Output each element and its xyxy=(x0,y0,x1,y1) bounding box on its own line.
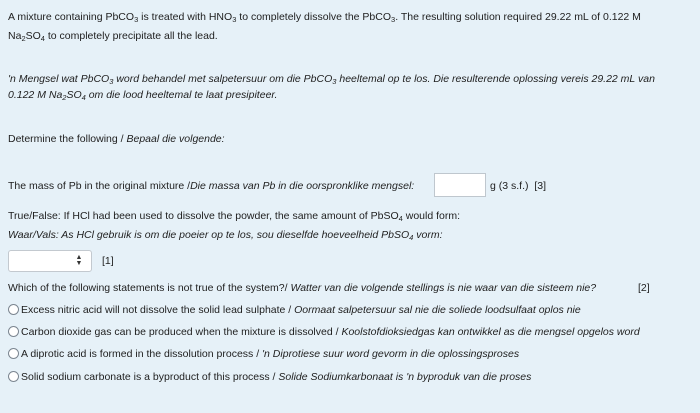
subscript: 4 xyxy=(81,93,86,102)
q-af-text: 'n Mengsel wat PbCO xyxy=(8,73,110,85)
option-4-en: Solid sodium carbonate is a byproduct of this process / xyxy=(21,371,279,383)
option-radio-4[interactable] xyxy=(8,371,19,382)
subscript: 4 xyxy=(40,34,45,43)
option-4-af: Solide Sodiumkarbonaat is 'n byproduk van die proses xyxy=(278,371,532,383)
q-en-text: SO xyxy=(25,30,41,42)
q-en-text: to completely precipitate all the lead. xyxy=(44,30,218,42)
mass-question-en: The mass of Pb in the original mixture / xyxy=(8,180,191,192)
question-text-afrikaans-line-2 xyxy=(8,88,277,102)
subscript: 4 xyxy=(398,214,403,223)
option-label-3[interactable] xyxy=(21,347,519,361)
tf-af-text: vorm: xyxy=(413,229,443,241)
mass-unit-marks xyxy=(490,179,546,193)
mc-question xyxy=(8,281,596,295)
tf-af-text: Waar/Vals: As HCl gebruik is om die poeier op te los, sou dieselfde hoeveelheid PbSO xyxy=(8,229,410,241)
q-en-text: A mixture containing PbCO xyxy=(8,11,135,23)
q-af-text: 0.122 M Na xyxy=(8,89,63,101)
determine-heading xyxy=(8,132,225,146)
q-en-text: . The resulting solution required 29.22 mL of 0.122 M xyxy=(395,11,641,23)
select-caret-icon: ▲ ▼ xyxy=(75,254,83,267)
q-af-text: heeltemal op te los. Die resulterende oplossing vereis 29.22 mL van xyxy=(336,73,655,85)
q-en-text: Na xyxy=(8,30,22,42)
option-radio-3[interactable] xyxy=(8,348,19,359)
option-label-4[interactable] xyxy=(21,370,531,384)
subscript: 4 xyxy=(409,233,414,242)
mass-question-af: Die massa van Pb in die oorspronklike mengsel: xyxy=(190,180,415,192)
tf-marks: [1] xyxy=(102,255,114,267)
question-text-english-line-2 xyxy=(8,29,218,43)
subscript: 3 xyxy=(232,15,237,24)
tf-question-afrikaans xyxy=(8,228,443,242)
mc-question-af: Watter van die volgende stellings is nie waar van die sisteem nie? xyxy=(290,282,597,294)
option-label-1[interactable] xyxy=(21,303,581,317)
q-af-text: word behandel met salpetersuur om die PbCO xyxy=(113,73,333,85)
subscript: 3 xyxy=(134,15,139,24)
option-3-af: 'n Diprotiese suur word gevorm in die oplossingsproses xyxy=(262,348,520,360)
q-en-text: is treated with HNO xyxy=(138,11,233,23)
tf-en-text: True/False: If HCl had been used to dissolve the powder, the same amount of PbSO xyxy=(8,210,399,222)
option-2-af: Koolstofdioksiedgas kan ontwikkel as die mengsel opgelos word xyxy=(341,326,640,338)
option-3-en: A diprotic acid is formed in the dissolution process / xyxy=(21,348,263,360)
subscript: 3 xyxy=(109,77,114,86)
mass-question-label xyxy=(8,179,414,193)
q-af-text: om die lood heeltemal te laat presipiteer. xyxy=(85,89,278,101)
q-af-text: SO xyxy=(66,89,82,101)
option-label-2[interactable] xyxy=(21,325,640,339)
option-2-en: Carbon dioxide gas can be produced when the mixture is dissolved / xyxy=(21,326,342,338)
option-radio-2[interactable] xyxy=(8,326,19,337)
mc-marks: [2] xyxy=(638,282,650,294)
subscript: 3 xyxy=(391,15,396,24)
option-radio-1[interactable] xyxy=(8,304,19,315)
mass-unit: g (3 s.f.) xyxy=(490,180,529,192)
determine-af: Bepaal die volgende: xyxy=(126,133,225,145)
tf-question-english xyxy=(8,209,460,223)
option-1-en: Excess nitric acid will not dissolve the solid lead sulphate / xyxy=(21,304,295,316)
true-false-select[interactable] xyxy=(8,250,92,272)
determine-en: Determine the following / xyxy=(8,133,127,145)
mc-question-en: Which of the following statements is not true of the system?/ xyxy=(8,282,291,294)
option-1-af: Oormaat salpetersuur sal nie die soliede loodsulfaat oplos nie xyxy=(294,304,581,316)
question-text-english-line-1 xyxy=(8,10,641,24)
question-text-afrikaans-line-1 xyxy=(8,72,655,86)
tf-en-text: would form: xyxy=(402,210,461,222)
subscript: 2 xyxy=(62,93,67,102)
q-en-text: to completely dissolve the PbCO xyxy=(236,11,392,23)
subscript: 3 xyxy=(332,77,337,86)
mass-answer-input[interactable] xyxy=(434,173,486,197)
mass-marks: [3] xyxy=(534,180,547,192)
subscript: 2 xyxy=(21,34,26,43)
